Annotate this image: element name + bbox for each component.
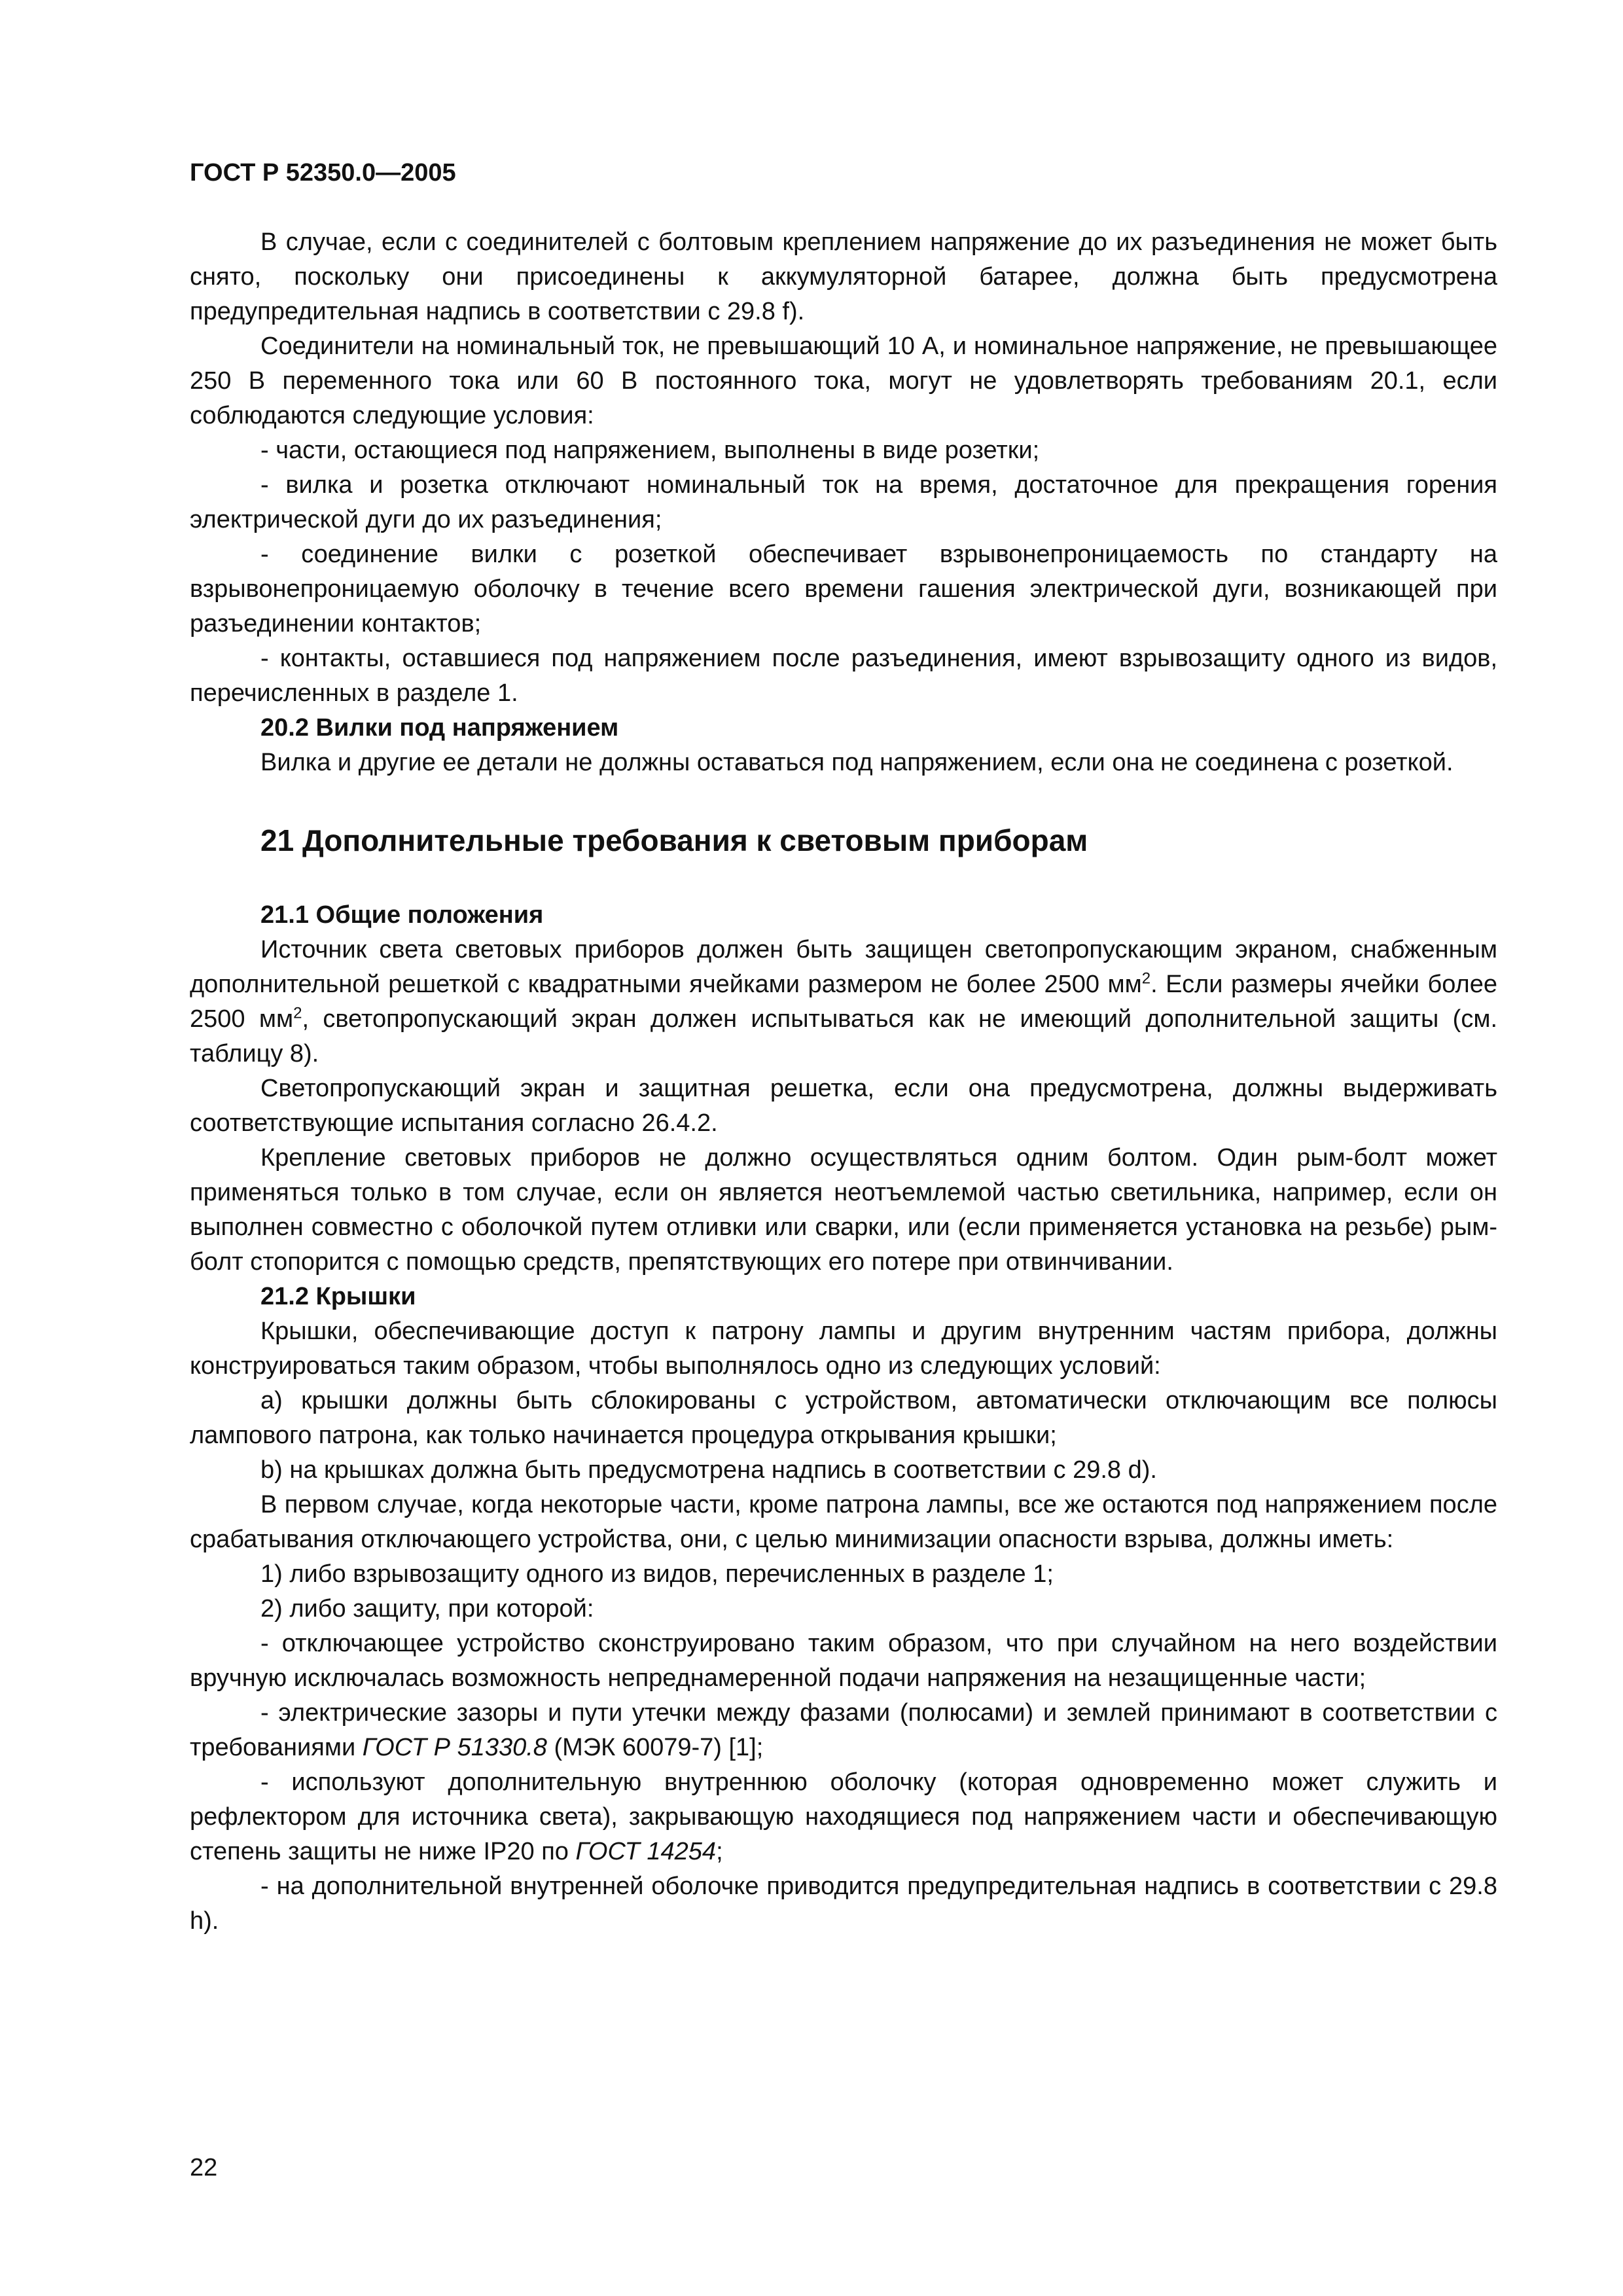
text-run: (МЭК 60079-7) [1]; — [546, 1734, 764, 1761]
list-item: - части, остающиеся под напряжением, выполнены в виде розетки; — [260, 437, 1040, 464]
subsection-title-21-2: 21.2 Крышки — [260, 1283, 416, 1310]
list-item: - контакты, оставшиеся под напряжением после разъединения, имеют взрывозащиту одного из видов, перечисленных в разделе 1. — [190, 645, 1497, 707]
list-item: 1) либо взрывозащиту одного из видов, перечисленных в разделе 1; — [260, 1560, 1054, 1588]
list-item: - отключающее устройство сконструировано таким образом, что при случайном на него воздействии вручную исключалась возможность непреднамеренной подачи напряжения на незащищенные части; — [190, 1630, 1497, 1692]
text-run: - электрические зазоры и пути утечки между фазами (полюсами) и землей принимают в соответствии с требованиями — [190, 1699, 1497, 1761]
paragraph: В первом случае, когда некоторые части, кроме патрона лампы, все же остаются под напряжением после срабатывания отключающего устройства, они, с целью минимизации опасности взрыва, должны иметь: — [190, 1491, 1497, 1553]
list-item: a) крышки должны быть сблокированы с устройством, автоматически отключающим все полюсы лампового патрона, как только начинается процедура открывания крышки; — [190, 1387, 1497, 1449]
list-item: b) на крышках должна быть предусмотрена надпись в соответствии с 29.8 d). — [260, 1456, 1157, 1484]
list-item: - вилка и розетка отключают номинальный ток на время, достаточное для прекращения горения электрической дуги до их разъединения; — [190, 471, 1497, 533]
list-item: 2) либо защиту, при которой: — [260, 1595, 594, 1623]
standard-reference: ГОСТ 14254 — [575, 1838, 717, 1865]
text-run: . Если размеры ячейки более 2500 мм — [190, 971, 1497, 1033]
document-code-header: ГОСТ Р 52350.0—2005 — [190, 159, 456, 187]
list-item — [190, 1765, 1497, 1869]
paragraph: Крепление световых приборов не должно осуществляться одним болтом. Один рым-болт может применяться только в том случае, если он является неотъемлемой частью светильника, например, если он выполнен совместно с оболочкой путем отливки или сварки, или (если применяется установка на резьбе) рым-болт стопорится с помощью средств, препятствующих его потере при отвинчивании. — [190, 1144, 1497, 1276]
list-item — [190, 1696, 1497, 1765]
paragraph: Вилка и другие ее детали не должны оставаться под напряжением, если она не соединена с розеткой. — [260, 749, 1454, 776]
list-item: - на дополнительной внутренней оболочке приводится предупредительная надпись в соответствии с 29.8 h). — [190, 1873, 1497, 1935]
standard-reference: ГОСТ Р 51330.8 — [362, 1734, 547, 1761]
subsection-title-21-1: 21.1 Общие положения — [260, 901, 544, 929]
paragraph: Соединители на номинальный ток, не превышающий 10 А, и номинальное напряжение, не превышающее 250 В переменного тока или 60 В постоянного тока, могут не удовлетворять требованиям 20.1, если соблюдаются следующие условия: — [190, 332, 1497, 429]
paragraph — [190, 933, 1497, 1071]
paragraph: Крышки, обеспечивающие доступ к патрону лампы и другим внутренним частям прибора, должны конструироваться таким образом, чтобы выполнялось одно из следующих условий: — [190, 1318, 1497, 1380]
superscript: 2 — [293, 1004, 302, 1022]
text-run: , светопропускающий экран должен испытываться как не имеющий дополнительной защиты (см. таблицу 8). — [190, 1005, 1498, 1067]
section-title-21: 21 Дополнительные требования к световым приборам — [260, 823, 1088, 857]
text-run: - используют дополнительную внутреннюю оболочку (которая одновременно может служить и рефлектором для источника света), закрывающую находящиеся под напряжением части и обеспечивающую степень защиты не ниже IP20 по — [190, 1768, 1497, 1865]
document-page — [190, 157, 1497, 1939]
list-item: - соединение вилки с розеткой обеспечивает взрывонепроницаемость по стандарту на взрывонепроницаемую оболочку в течение всего времени гашения электрической дуги, возникающей при разъединении контактов; — [190, 541, 1497, 637]
superscript: 2 — [1141, 969, 1151, 988]
page-number: 22 — [190, 2154, 218, 2181]
subsection-title-20-2: 20.2 Вилки под напряжением — [260, 714, 619, 742]
text-run: Источник света световых приборов должен быть защищен светопропускающим экраном, снабженным дополнительной решеткой с квадратными ячейками размером не более 2500 мм — [190, 936, 1497, 998]
text-run: ; — [716, 1838, 723, 1865]
paragraph: В случае, если с соединителей с болтовым креплением напряжение до их разъединения не может быть снято, поскольку они присоединены к аккумуляторной батарее, должна быть предусмотрена предупредительная надпись в соответствии с 29.8 f). — [190, 228, 1497, 325]
paragraph: Светопропускающий экран и защитная решетка, если она предусмотрена, должны выдерживать соответствующие испытания согласно 26.4.2. — [190, 1075, 1497, 1137]
